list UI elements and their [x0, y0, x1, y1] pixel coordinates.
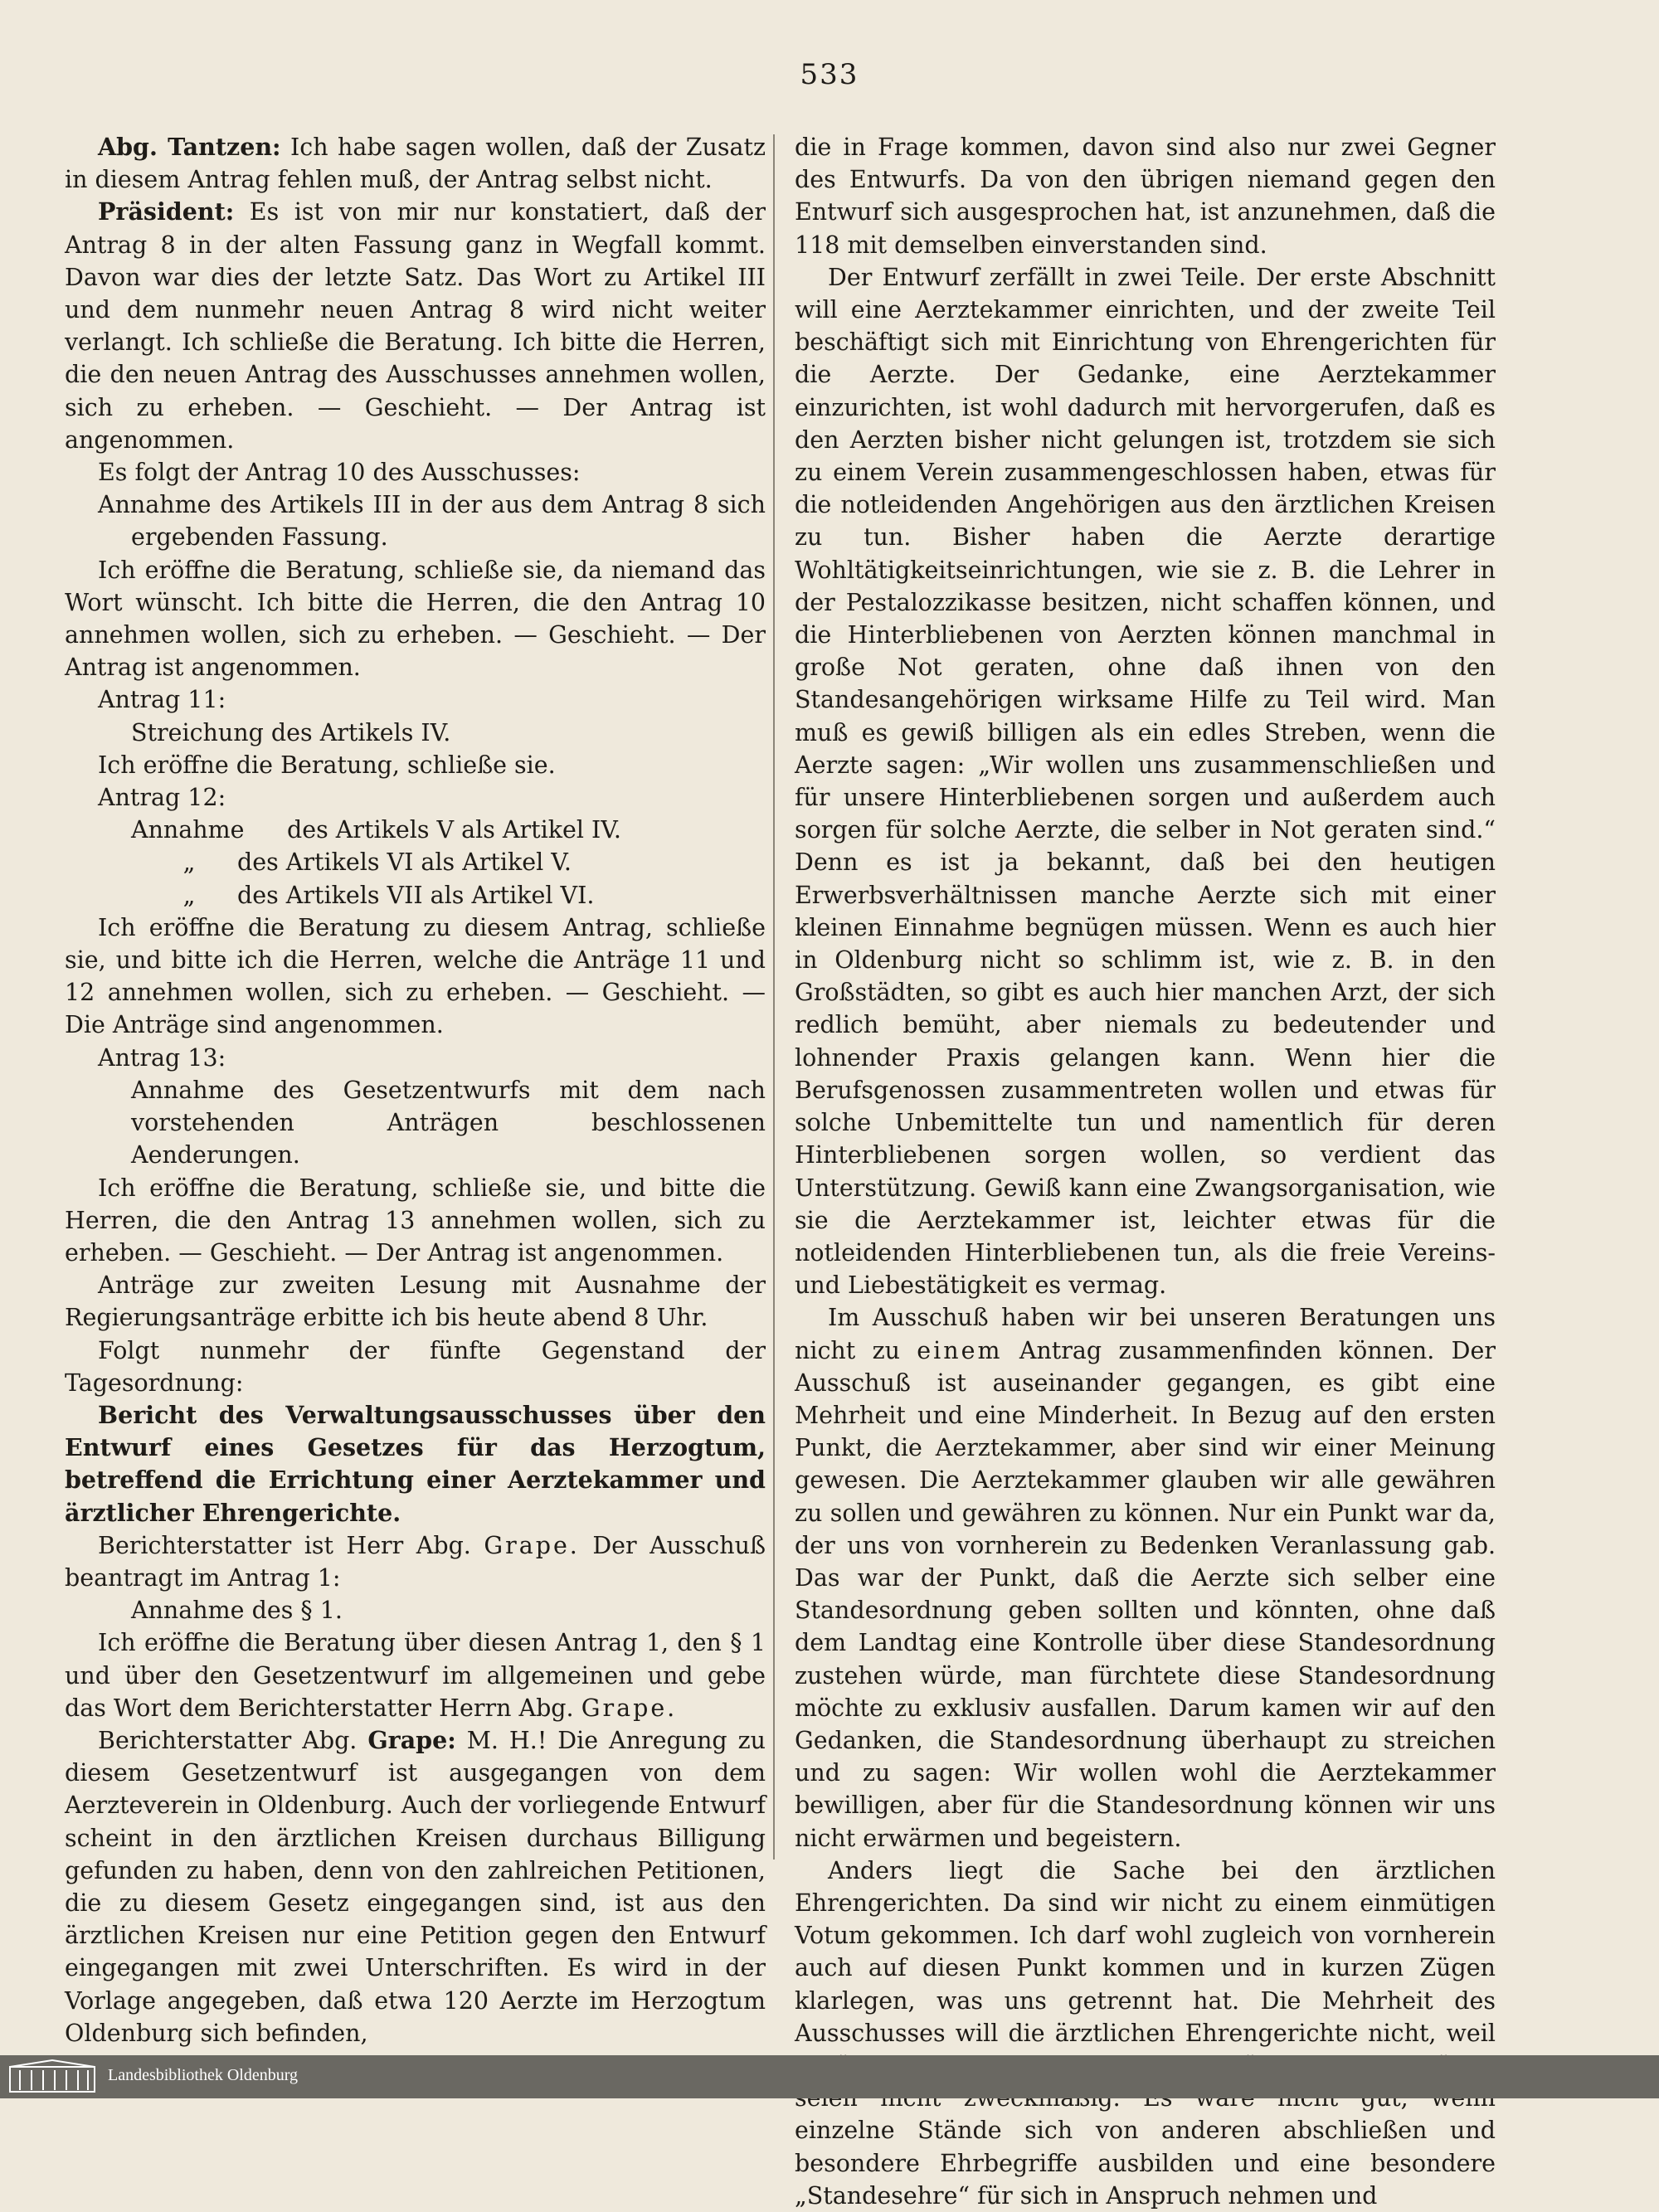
paragraph: Ich eröffne die Beratung zu diesem Antrag, schließe sie, und bitte ich die Herren, welche die Anträge 11 und 12 annehmen wollen, sich zu erheben. — Geschieht. — Die Anträge sind angenommen.	[65, 913, 766, 1039]
paragraph-text: Ich habe sagen wollen, daß der Zusatz in diesem Antrag fehlen muß, der Antrag selbst nicht.	[65, 134, 766, 194]
paragraph: Ich eröffne die Beratung, schließe sie, und bitte die Herren, die den Antrag 13 annehmen wollen, sich zu erheben. — Geschieht. — Der Antrag ist angenommen.	[65, 1174, 766, 1266]
paragraph: Anders liegt die Sache bei den ärztlichen Ehrengerichten. Da sind wir nicht zu einem einmütigen Votum gekommen. Ich darf wohl zugleich von vornherein auch auf diesen Punkt kommen und in kurzen Zügen klarlegen, was uns getrennt hat. Die Mehrheit des Ausschusses will die ärztlichen Ehrengerichte nicht, weil einzelne Stände sich von anderen abschließen und besondere Ehrbegriffe ausbilden und eine besondere „Standesehre“ für sich in Anspruch nehmen und	[795, 1856, 1496, 2210]
paragraph	[65, 1529, 766, 1594]
motion-text: Annahme des Artikels III in der aus dem Antrag 8 sich ergebenden Fassung.	[98, 491, 766, 552]
motion-row-text: des Artikels V als Artikel IV.	[287, 816, 621, 844]
library-footer-bar	[0, 2055, 1659, 2098]
paragraph-text: Ich eröffne die Beratung über diesen Antrag 1, den § 1 und über den Gesetzentwurf im allgemeinen und gebe das Wort dem Berichterstatter Herrn Abg.	[65, 1629, 766, 1722]
paragraph: Der Entwurf zerfällt in zwei Teile. Der erste Abschnitt will eine Aerztekammer einrichten, und der zweite Teil beschäftigt sich mit Einrichtung von Ehrengerichten für die Aerzte. Der Gedanke, eine Aerztekammer einzurichten, ist wohl dadurch mit hervorgerufen, daß es den Aerzten bisher nicht gelungen ist, trotzdem sie sich zu einem Verein zusammengeschlossen haben, etwas für die notleidenden Angehörigen aus den ärztlichen Kreisen zu tun. Bisher haben die Aerzte derartige Wohltätigkeitseinrichtungen, wie sie z. B. die Lehrer in der Pestalozzikasse besitzen, nicht schaffen können, und die Hinterbliebenen von Aerzten können manchmal in große Not geraten, ohne daß ihnen von den Standesangehörigen wirksame Hilfe zu Teil wird. Man muß es gewiß billigen als ein edles Streben, wenn die Aerzte sagen: „Wir wollen uns zusammenschließen und für unsere Hinterbliebenen sorgen und außerdem auch sorgen für solche Aerzte, die selber in Not geraten sind.“ Denn es ist ja bekannt, daß bei den heutigen Erwerbsverhältnissen manche Aerzte sich mit einer kleinen Einnahme begnügen müssen. Wenn es auch hier in Oldenburg nicht so schlimm ist, wie z. B. in den Großstädten, so gibt es auch hier manchen Arzt, der sich redlich bemüht, aber niemals zu bedeutender und lohnender Praxis gelangen kann. Wenn hier die Berufsgenossen zusammentreten wollen und etwas für solche Unbemittelte tun und namentlich für deren Hinterbliebenen sorgen wollen, so verdient das Unterstützung. Gewiß kann eine Zwangsorganisation, wie sie die Aerztekammer ist, leichter etwas für die notleidenden Hinterbliebenen tun, als die freie Vereins- und Liebestätigkeit es vermag.	[795, 263, 1496, 1300]
paragraph	[65, 131, 766, 196]
ditto-mark: „	[182, 881, 196, 909]
library-building-logo	[7, 2059, 98, 2095]
speaker-name: Präsident:	[98, 197, 235, 226]
paragraph-text: Berichterstatter ist Herr Abg.	[98, 1531, 471, 1559]
motion-heading: Antrag 11:	[98, 686, 226, 714]
paragraph-text: Antrag zusammenfinden können. Der Ausschuß ist auseinander gegangen, es gibt eine Mehrheit und eine Minderheit. In Bezug auf den ersten Punkt, die Aerztekammer, aber sind wir einer Meinung gewesen. Die Aerztekammer glauben wir alle gewähren zu sollen und gewähren zu können. Nur ein Punkt war da, der uns von vornherein zu Bedenken Veranlassung gab. Das war der Punkt, daß die Aerzte sich selber eine Standesordnung geben sollten und könnten, ohne daß dem Landtag eine Kontrolle über diese Standesordnung zustehen würde, man fürchtete diese Standesordnung möchte zu exklusiv ausfallen. Darum kamen wir auf den Gedanken, die Standesordnung überhaupt zu streichen und zu sagen: Wir wollen wohl die Aerztekammer bewilligen, aber für die Standesordnung können wir uns nicht erwärmen und begeistern.	[795, 1336, 1496, 1852]
motion-heading: Antrag 13:	[98, 1043, 226, 1072]
paragraph	[65, 1724, 766, 2049]
paragraph	[65, 1626, 766, 1724]
emphasized-word: einem	[917, 1336, 1003, 1364]
paragraph	[795, 1301, 1496, 1854]
motion-row-text: des Artikels VI als Artikel V.	[237, 848, 572, 877]
motion-row-text: des Artikels VII als Artikel VI.	[237, 881, 595, 909]
motion-heading: Antrag 12:	[98, 784, 226, 812]
motion-text: Annahme des Gesetzentwurfs mit dem nach vorstehenden Anträgen beschlossenen Aenderungen.	[131, 1076, 766, 1169]
agenda-item-title: Bericht des Verwaltungsausschusses über den Entwurf eines Gesetzes für das Herzogtum, betreffend die Errichtung einer Aerztekammer und ärztlicher Ehrengerichte.	[65, 1400, 766, 1527]
paragraph-text: Es ist von mir nur konstatiert, daß der Antrag 8 in der alten Fassung ganz in Wegfall kommt. Davon war dies der letzte Satz. Das Wort zu Artikel III und dem nunmehr neuen Antrag 8 wird nicht weiter verlangt. Ich schließe die Beratung. Ich bitte die Herren, die den neuen Antrag des Ausschusses annehmen wollen, sich zu erheben. — Geschieht. — Der Antrag ist angenommen.	[65, 198, 766, 454]
motion-row	[65, 814, 766, 846]
motion-text: Annahme des § 1.	[131, 1597, 343, 1625]
paragraph-text: M. H.! Die Anregung zu diesem Gesetzentwurf ist ausgegangen von dem Aerzteverein in Oldenburg. Auch der vorliegende Entwurf scheint in den ärztlichen Kreisen durchaus Billigung gefunden zu haben, denn von den zahlreichen Petitionen, die zu diesem Gesetz eingegangen sind, ist aus den ärztlichen Kreisen nur eine Petition gegen den Entwurf eingegangen mit zwei Unterschriften. Es wird in der Vorlage angegeben, daß etwa 120 Aerzte im Herzogtum Oldenburg sich befinden,	[65, 1726, 766, 2047]
paragraph: die in Frage kommen, davon sind also nur zwei Gegner des Entwurfs. Da von den übrigen niemand gegen den Entwurf sich ausgesprochen hat, ist anzunehmen, daß die 118 mit demselben einverstanden sind.	[795, 134, 1496, 259]
paragraph: Ich eröffne die Beratung, schließe sie, da niemand das Wort wünscht. Ich bitte die Herren, die den Antrag 10 annehmen wollen, sich zu erheben. — Geschieht. — Der Antrag ist angenommen.	[65, 556, 766, 682]
left-column	[65, 131, 766, 2049]
paragraph-text: Im Ausschuß haben wir bei unseren Beratungen uns nicht zu	[795, 1304, 1496, 1364]
member-name: Grape.	[581, 1694, 678, 1722]
paragraph-text: Berichterstatter Abg.	[98, 1726, 358, 1754]
motion-row-lead: Annahme	[131, 816, 245, 844]
speaker-name: Abg. Tantzen:	[98, 133, 281, 161]
paragraph-text: Der Ausschuß beantragt im Antrag 1:	[65, 1531, 766, 1592]
right-column	[795, 131, 1496, 2212]
page-number: 533	[800, 58, 859, 91]
paragraph: Ich eröffne die Beratung, schließe sie.	[98, 751, 556, 779]
paragraph: Es folgt der Antrag 10 des Ausschusses:	[98, 459, 581, 487]
library-name: Landesbibliothek Oldenburg	[108, 2066, 299, 2084]
paragraph: Anträge zur zweiten Lesung mit Ausnahme der Regierungsanträge erbitte ich bis heute abend 8 Uhr.	[65, 1271, 766, 1332]
speaker-name: Grape:	[367, 1725, 456, 1754]
ditto-mark: „	[182, 848, 196, 877]
motion-row	[65, 846, 766, 878]
column-rule	[773, 134, 775, 1860]
paragraph	[65, 196, 766, 456]
motion-text: Streichung des Artikels IV.	[131, 718, 451, 746]
member-name: Grape.	[484, 1531, 580, 1559]
paragraph: Folgt nunmehr der fünfte Gegenstand der Tagesordnung:	[65, 1336, 766, 1397]
motion-row	[65, 879, 766, 912]
